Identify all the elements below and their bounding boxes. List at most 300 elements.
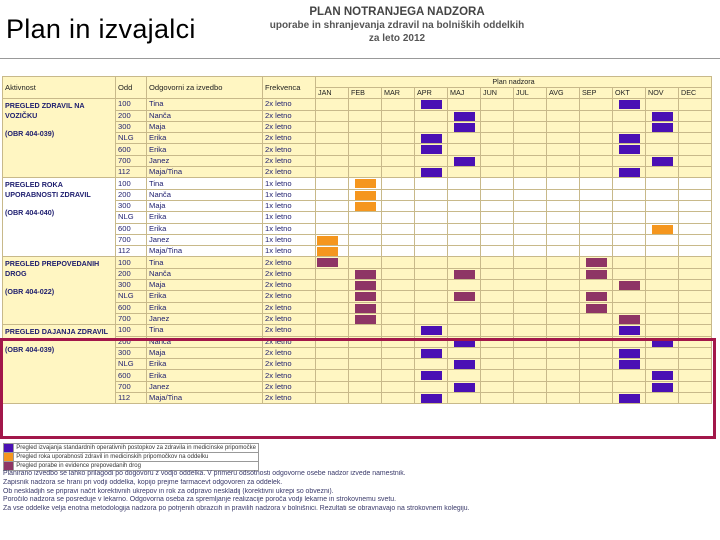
scheduled-check-mark xyxy=(619,394,640,403)
month-cell-avg xyxy=(547,189,580,200)
month-cell-jul xyxy=(514,223,547,234)
month-cell-feb xyxy=(349,370,382,381)
month-cell-feb xyxy=(349,110,382,121)
scheduled-check-mark xyxy=(421,371,442,380)
month-cell-jul xyxy=(514,121,547,132)
month-cell-dec xyxy=(679,268,712,279)
month-cell-jul xyxy=(514,325,547,336)
month-cell-sep xyxy=(580,359,613,370)
month-cell-okt xyxy=(613,347,646,358)
month-cell-apr xyxy=(415,291,448,302)
unit-cell: NLG xyxy=(116,212,147,223)
month-cell-apr xyxy=(415,325,448,336)
activity-name: PREGLED ROKA UPORABNOSTI ZDRAVIL xyxy=(5,180,91,200)
month-cell-jan xyxy=(316,381,349,392)
unit-cell: 600 xyxy=(116,302,147,313)
month-cell-mar xyxy=(382,370,415,381)
responsible-cell: Maja/Tina xyxy=(147,393,263,404)
month-cell-jun xyxy=(481,99,514,110)
month-cell-jul xyxy=(514,144,547,155)
frequency-cell: 2x letno xyxy=(263,336,316,347)
responsible-cell: Janez xyxy=(147,234,263,245)
activity-form-code: (OBR 404-040) xyxy=(5,208,55,218)
responsible-cell: Erika xyxy=(147,359,263,370)
month-cell-feb xyxy=(349,359,382,370)
scheduled-check-mark xyxy=(421,100,442,109)
header-line-2: uporabe in shranjevanja zdravil na bolniških oddelkih xyxy=(269,20,525,31)
month-cell-sep xyxy=(580,257,613,268)
notes xyxy=(3,470,715,514)
month-cell-maj xyxy=(448,99,481,110)
month-cell-nov xyxy=(646,178,679,189)
month-cell-maj xyxy=(448,313,481,324)
legend-row xyxy=(4,453,259,462)
scheduled-check-mark xyxy=(421,134,442,143)
unit-cell: 112 xyxy=(116,167,147,178)
month-cell-mar xyxy=(382,110,415,121)
col-header-plan: Plan nadzora xyxy=(316,77,712,88)
month-cell-feb xyxy=(349,155,382,166)
col-header-frequency: Frekvenca xyxy=(263,77,316,99)
month-cell-okt xyxy=(613,268,646,279)
month-cell-jun xyxy=(481,370,514,381)
month-cell-okt xyxy=(613,336,646,347)
scheduled-check-mark xyxy=(586,258,607,267)
month-cell-mar xyxy=(382,133,415,144)
month-cell-apr xyxy=(415,280,448,291)
activity-name: PREGLED ZDRAVIL NA VOZIČKU xyxy=(5,101,85,121)
month-cell-nov xyxy=(646,212,679,223)
month-cell-avg xyxy=(547,291,580,302)
month-cell-jul xyxy=(514,155,547,166)
month-cell-nov xyxy=(646,155,679,166)
month-cell-avg xyxy=(547,167,580,178)
month-cell-apr xyxy=(415,121,448,132)
month-cell-jan xyxy=(316,280,349,291)
month-cell-nov xyxy=(646,121,679,132)
month-cell-avg xyxy=(547,313,580,324)
month-cell-nov xyxy=(646,336,679,347)
month-cell-apr xyxy=(415,370,448,381)
responsible-cell: Tina xyxy=(147,325,263,336)
month-cell-mar xyxy=(382,212,415,223)
month-cell-jan xyxy=(316,234,349,245)
frequency-cell: 1x letno xyxy=(263,200,316,211)
month-cell-avg xyxy=(547,133,580,144)
scheduled-check-mark xyxy=(619,349,640,358)
month-cell-jan xyxy=(316,212,349,223)
month-cell-feb xyxy=(349,381,382,392)
month-cell-apr xyxy=(415,381,448,392)
month-cell-jan xyxy=(316,167,349,178)
month-cell-jan xyxy=(316,110,349,121)
month-cell-jul xyxy=(514,359,547,370)
frequency-cell: 2x letno xyxy=(263,268,316,279)
month-header-nov: NOV xyxy=(646,88,679,99)
month-cell-avg xyxy=(547,200,580,211)
scheduled-check-mark xyxy=(619,326,640,335)
scheduled-check-mark xyxy=(619,315,640,324)
month-header-avg: AVG xyxy=(547,88,580,99)
month-cell-jun xyxy=(481,246,514,257)
month-header-mar: MAR xyxy=(382,88,415,99)
month-cell-nov xyxy=(646,302,679,313)
unit-cell: 200 xyxy=(116,189,147,200)
month-cell-maj xyxy=(448,189,481,200)
month-cell-maj xyxy=(448,246,481,257)
scheduled-check-mark xyxy=(652,225,673,234)
month-cell-okt xyxy=(613,223,646,234)
month-cell-okt xyxy=(613,155,646,166)
unit-cell: 200 xyxy=(116,336,147,347)
month-header-dec: DEC xyxy=(679,88,712,99)
scheduled-check-mark xyxy=(454,112,475,121)
month-cell-feb xyxy=(349,133,382,144)
month-cell-jul xyxy=(514,370,547,381)
month-header-maj: MAJ xyxy=(448,88,481,99)
activity-form-code: (OBR 404-039) xyxy=(5,345,55,355)
frequency-cell: 2x letno xyxy=(263,370,316,381)
scheduled-check-mark xyxy=(355,304,376,313)
month-cell-jun xyxy=(481,234,514,245)
scheduled-check-mark xyxy=(355,179,376,188)
month-cell-nov xyxy=(646,359,679,370)
month-cell-apr xyxy=(415,268,448,279)
month-cell-jan xyxy=(316,257,349,268)
unit-cell: 700 xyxy=(116,381,147,392)
month-cell-apr xyxy=(415,234,448,245)
month-cell-avg xyxy=(547,370,580,381)
month-cell-jun xyxy=(481,133,514,144)
month-cell-jan xyxy=(316,291,349,302)
month-cell-jul xyxy=(514,167,547,178)
scheduled-check-mark xyxy=(454,292,475,301)
month-cell-jan xyxy=(316,99,349,110)
month-cell-dec xyxy=(679,257,712,268)
month-cell-feb xyxy=(349,212,382,223)
responsible-cell: Tina xyxy=(147,99,263,110)
month-cell-maj xyxy=(448,133,481,144)
month-cell-okt xyxy=(613,280,646,291)
month-cell-nov xyxy=(646,133,679,144)
note-line: Poročilo nadzora se posreduje v lekarno. Odgovorna oseba za spremljanje realizacije poroča vodji lekarne in strokovnemu svetu. xyxy=(3,496,396,504)
month-cell-mar xyxy=(382,121,415,132)
legend-label: Pregled izvajanja standardnih operativnih postopkov za zdravila in medicinske pripomočke xyxy=(14,444,259,453)
month-cell-sep xyxy=(580,155,613,166)
legend-swatch xyxy=(4,444,14,453)
month-cell-feb xyxy=(349,280,382,291)
month-cell-jan xyxy=(316,246,349,257)
legend-row xyxy=(4,444,259,453)
month-cell-okt xyxy=(613,381,646,392)
month-cell-dec xyxy=(679,144,712,155)
month-cell-apr xyxy=(415,155,448,166)
responsible-cell: Erika xyxy=(147,212,263,223)
month-cell-sep xyxy=(580,121,613,132)
month-cell-apr xyxy=(415,99,448,110)
table-row xyxy=(3,325,712,336)
scheduled-check-mark xyxy=(619,360,640,369)
frequency-cell: 1x letno xyxy=(263,234,316,245)
month-cell-maj xyxy=(448,302,481,313)
unit-cell: 300 xyxy=(116,200,147,211)
scheduled-check-mark xyxy=(454,338,475,347)
month-cell-mar xyxy=(382,155,415,166)
month-cell-okt xyxy=(613,212,646,223)
scheduled-check-mark xyxy=(317,236,338,245)
month-cell-jan xyxy=(316,268,349,279)
month-cell-maj xyxy=(448,268,481,279)
month-cell-nov xyxy=(646,291,679,302)
month-cell-dec xyxy=(679,370,712,381)
month-cell-okt xyxy=(613,325,646,336)
month-cell-jun xyxy=(481,167,514,178)
month-cell-maj xyxy=(448,347,481,358)
month-cell-dec xyxy=(679,234,712,245)
activity-cell xyxy=(3,178,116,257)
month-cell-feb xyxy=(349,167,382,178)
month-cell-nov xyxy=(646,110,679,121)
month-cell-jan xyxy=(316,178,349,189)
activity-name: PREGLED PREPOVEDANIH DROG xyxy=(5,259,100,279)
month-cell-jun xyxy=(481,144,514,155)
responsible-cell: Erika xyxy=(147,144,263,155)
scheduled-check-mark xyxy=(421,349,442,358)
scheduled-check-mark xyxy=(454,360,475,369)
month-header-okt: OKT xyxy=(613,88,646,99)
month-cell-okt xyxy=(613,291,646,302)
month-cell-jan xyxy=(316,359,349,370)
month-cell-avg xyxy=(547,234,580,245)
scheduled-check-mark xyxy=(619,281,640,290)
month-cell-okt xyxy=(613,178,646,189)
month-cell-dec xyxy=(679,291,712,302)
month-cell-mar xyxy=(382,359,415,370)
month-cell-dec xyxy=(679,178,712,189)
scheduled-check-mark xyxy=(421,168,442,177)
note-line: Za vse oddelke velja enotna metodologija nadzora po potrjenih obrazcih in pravilih nadzora v bolnišnici. Rezultati se obravnavajo na strokovnem kolegiju. xyxy=(3,505,470,513)
month-cell-jun xyxy=(481,313,514,324)
month-cell-feb xyxy=(349,257,382,268)
month-header-jan: JAN xyxy=(316,88,349,99)
month-cell-dec xyxy=(679,110,712,121)
month-header-sep: SEP xyxy=(580,88,613,99)
month-cell-mar xyxy=(382,189,415,200)
month-cell-apr xyxy=(415,257,448,268)
scheduled-check-mark xyxy=(652,112,673,121)
scheduled-check-mark xyxy=(586,292,607,301)
month-cell-apr xyxy=(415,110,448,121)
month-cell-jun xyxy=(481,381,514,392)
month-cell-jul xyxy=(514,313,547,324)
month-cell-jan xyxy=(316,155,349,166)
scheduled-check-mark xyxy=(652,338,673,347)
month-cell-mar xyxy=(382,144,415,155)
month-cell-jul xyxy=(514,212,547,223)
month-cell-avg xyxy=(547,121,580,132)
month-cell-okt xyxy=(613,302,646,313)
unit-cell: 300 xyxy=(116,121,147,132)
frequency-cell: 2x letno xyxy=(263,313,316,324)
month-cell-feb xyxy=(349,291,382,302)
month-cell-feb xyxy=(349,336,382,347)
table-row xyxy=(3,99,712,110)
legend-label: Pregled roka uporabnosti zdravil in medicinskih pripomočkov na oddelku xyxy=(14,453,259,462)
month-cell-jul xyxy=(514,291,547,302)
month-cell-nov xyxy=(646,381,679,392)
header-divider xyxy=(0,58,720,59)
month-cell-feb xyxy=(349,223,382,234)
month-cell-maj xyxy=(448,393,481,404)
month-cell-nov xyxy=(646,234,679,245)
month-cell-okt xyxy=(613,121,646,132)
month-cell-okt xyxy=(613,359,646,370)
month-cell-jun xyxy=(481,325,514,336)
month-cell-dec xyxy=(679,167,712,178)
responsible-cell: Erika xyxy=(147,223,263,234)
month-cell-jul xyxy=(514,381,547,392)
month-cell-jan xyxy=(316,200,349,211)
month-cell-jan xyxy=(316,144,349,155)
frequency-cell: 2x letno xyxy=(263,121,316,132)
frequency-cell: 1x letno xyxy=(263,223,316,234)
frequency-cell: 2x letno xyxy=(263,381,316,392)
month-cell-okt xyxy=(613,189,646,200)
month-cell-maj xyxy=(448,144,481,155)
unit-cell: 300 xyxy=(116,347,147,358)
month-cell-okt xyxy=(613,110,646,121)
month-cell-jul xyxy=(514,133,547,144)
month-cell-jan xyxy=(316,370,349,381)
month-cell-apr xyxy=(415,393,448,404)
scheduled-check-mark xyxy=(586,270,607,279)
month-cell-apr xyxy=(415,313,448,324)
month-cell-feb xyxy=(349,234,382,245)
header-line-1: PLAN NOTRANJEGA NADZORA xyxy=(309,6,485,18)
unit-cell: 700 xyxy=(116,313,147,324)
scheduled-check-mark xyxy=(355,281,376,290)
frequency-cell: 2x letno xyxy=(263,99,316,110)
table-row xyxy=(3,257,712,268)
month-cell-nov xyxy=(646,257,679,268)
month-cell-dec xyxy=(679,155,712,166)
unit-cell: 600 xyxy=(116,223,147,234)
scheduled-check-mark xyxy=(317,247,338,256)
month-cell-dec xyxy=(679,313,712,324)
unit-cell: NLG xyxy=(116,291,147,302)
frequency-cell: 1x letno xyxy=(263,178,316,189)
month-cell-nov xyxy=(646,99,679,110)
month-cell-feb xyxy=(349,246,382,257)
legend-label: Pregled porabe in evidence prepovedanih drog xyxy=(14,462,259,471)
month-cell-jun xyxy=(481,110,514,121)
month-cell-mar xyxy=(382,325,415,336)
month-cell-okt xyxy=(613,246,646,257)
month-cell-mar xyxy=(382,393,415,404)
month-cell-jul xyxy=(514,178,547,189)
month-cell-nov xyxy=(646,325,679,336)
frequency-cell: 2x letno xyxy=(263,347,316,358)
month-cell-avg xyxy=(547,302,580,313)
frequency-cell: 2x letno xyxy=(263,359,316,370)
table-row xyxy=(3,178,712,189)
unit-cell: 112 xyxy=(116,393,147,404)
month-cell-mar xyxy=(382,257,415,268)
responsible-cell: Erika xyxy=(147,302,263,313)
scheduled-check-mark xyxy=(454,157,475,166)
month-cell-okt xyxy=(613,370,646,381)
frequency-cell: 1x letno xyxy=(263,212,316,223)
month-cell-dec xyxy=(679,223,712,234)
scheduled-check-mark xyxy=(652,383,673,392)
month-cell-jan xyxy=(316,121,349,132)
responsible-cell: Maja/Tina xyxy=(147,167,263,178)
month-cell-feb xyxy=(349,302,382,313)
month-cell-apr xyxy=(415,359,448,370)
month-cell-avg xyxy=(547,223,580,234)
month-cell-maj xyxy=(448,257,481,268)
month-cell-sep xyxy=(580,110,613,121)
slide-title: Plan in izvajalci xyxy=(6,14,196,44)
month-cell-feb xyxy=(349,313,382,324)
month-cell-feb xyxy=(349,325,382,336)
month-cell-sep xyxy=(580,133,613,144)
month-cell-apr xyxy=(415,302,448,313)
scheduled-check-mark xyxy=(586,304,607,313)
month-cell-sep xyxy=(580,234,613,245)
month-cell-avg xyxy=(547,155,580,166)
frequency-cell: 2x letno xyxy=(263,110,316,121)
month-cell-jun xyxy=(481,393,514,404)
month-cell-avg xyxy=(547,280,580,291)
unit-cell: 300 xyxy=(116,280,147,291)
month-cell-okt xyxy=(613,257,646,268)
month-cell-jun xyxy=(481,178,514,189)
unit-cell: 700 xyxy=(116,234,147,245)
responsible-cell: Maja xyxy=(147,280,263,291)
month-cell-jul xyxy=(514,110,547,121)
month-cell-maj xyxy=(448,121,481,132)
month-cell-mar xyxy=(382,291,415,302)
month-cell-jan xyxy=(316,302,349,313)
month-cell-okt xyxy=(613,144,646,155)
month-cell-jul xyxy=(514,280,547,291)
month-cell-sep xyxy=(580,200,613,211)
month-cell-avg xyxy=(547,381,580,392)
responsible-cell: Erika xyxy=(147,370,263,381)
month-header-feb: FEB xyxy=(349,88,382,99)
scheduled-check-mark xyxy=(619,145,640,154)
month-cell-maj xyxy=(448,212,481,223)
month-cell-jun xyxy=(481,223,514,234)
legend xyxy=(3,443,259,471)
month-cell-mar xyxy=(382,336,415,347)
col-header-activity: Aktivnost xyxy=(3,77,116,99)
month-cell-avg xyxy=(547,246,580,257)
month-cell-jan xyxy=(316,313,349,324)
month-cell-maj xyxy=(448,291,481,302)
inspection-plan-table xyxy=(2,76,712,404)
month-cell-avg xyxy=(547,99,580,110)
month-cell-sep xyxy=(580,223,613,234)
month-cell-apr xyxy=(415,212,448,223)
scheduled-check-mark xyxy=(454,123,475,132)
responsible-cell: Tina xyxy=(147,257,263,268)
month-cell-jul xyxy=(514,336,547,347)
month-cell-apr xyxy=(415,178,448,189)
month-cell-jan xyxy=(316,189,349,200)
month-cell-dec xyxy=(679,99,712,110)
